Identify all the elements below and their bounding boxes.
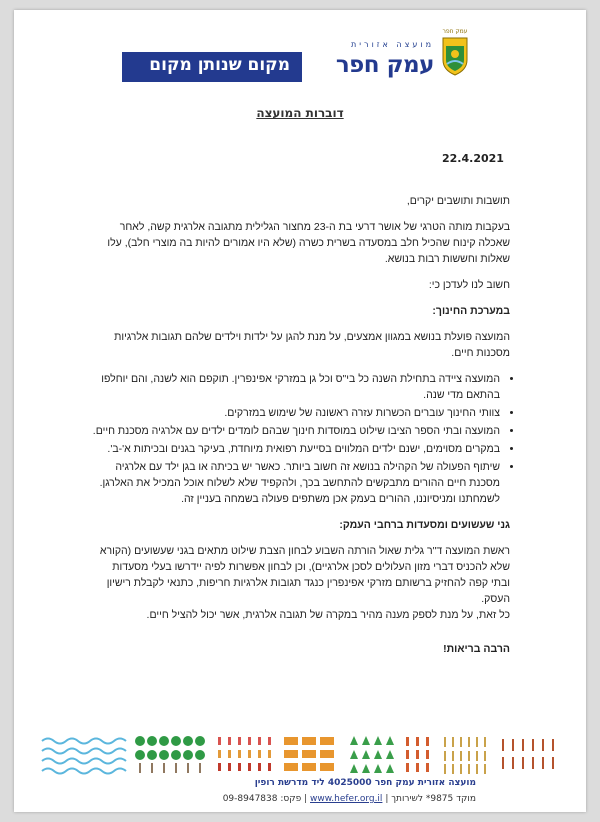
greeting: תושבות ותושבים יקרים, — [406, 195, 510, 207]
letter-date: 22.4.2021 — [442, 152, 504, 165]
playgrounds-heading: גני שעשועים ומסעדות ברחבי העמק: — [339, 519, 510, 531]
website-link[interactable]: www.hefer.org.il — [310, 794, 383, 804]
hotline-text: מוקד 9875* לשירותך | — [385, 794, 476, 804]
slogan-text: מקום שנותן מקום — [149, 55, 290, 75]
closing-line: כל זאת, על מנת לספק מענה מהיר במקרה של תגובה אלרגית, אשר יכול להציל חיים. — [146, 609, 510, 621]
list-item: • המועצה ציידה בתחילת השנה כל בי"ס וכל גן במזרקי אפינפרין. תוקפם הוא לשנה, והם יוחלפו בהתאם מדי שנה. — [92, 371, 500, 403]
signoff: הרבה בריאות! — [443, 643, 510, 655]
document-title: דוברות המועצה — [256, 106, 344, 120]
list-item: • המועצה ובתי הספר הציבו שילוט במוסדות חינוך שבהם לומדים ילדים עם אלרגיה מסכנת חיים. — [92, 423, 500, 439]
slogan-banner — [122, 52, 302, 82]
decorative-landscape-strip — [40, 733, 560, 775]
list-item: • צוותי החינוך עוברים הכשרות עזרה ראשונה של שימוש במזרקים. — [92, 405, 500, 421]
emblem-caption: עמק חפר — [442, 28, 468, 35]
playgrounds-paragraph: ראשת המועצה ד"ר גלית שאול הורתה השבוע לבחון הצבת שילוט מתאים בגני שעשועים (הקורא שלא להכניס דברי מזון העלולים לסכן אלרגיים), וכן לבחון אפשרות לפיה יידרשו בעלי מסעדות ובתי קפה להחזיק ברשותם מזרקי אפינפרין כנגד תגובות אלרגיות חריפות, כתנאי לקבלת רישיון העסק. — [99, 545, 510, 605]
council-emblem-icon — [441, 36, 469, 76]
education-bullet-list — [92, 371, 510, 507]
education-heading: במערכת החינוך: — [432, 305, 510, 317]
council-type-label: מועצה אזורית — [351, 40, 434, 49]
list-item: • במקרים מסוימים, ישנם ילדים המלווים בסייעת רפואית מיוחדת, בעיקר בגנים ובכיתות א'-ב'. — [92, 441, 500, 457]
important-line: חשוב לנו לעדכן כי: — [428, 279, 510, 291]
footer-org-line: מועצה אזורית עמק חפר 4025000 ליד מדרשת רופין — [254, 778, 476, 788]
intro-paragraph: בעקבות מותה הטרגי של אושר דרעי בת ה-23 מחצור הגלילית מתגובה אלרגית קשה, לאחר שאכלה קינוח שהכיל חלב במסעדה בשרית כשרה (שלא היו אמורים להיות בה מוצרי חלב), עלו שאלות וחששות רבות בנושא. — [107, 221, 510, 265]
education-intro: המועצה פועלת בנושא במגוון אמצעים, על מנת להגן על ילדות וילדים שלהם תגובות אלרגיות מסכנות חיים. — [114, 331, 510, 359]
brand-banner — [302, 52, 434, 82]
fax-text: | פקס: 09-8947838 — [222, 794, 308, 804]
list-item: • שיתוף הפעולה של הקהילה בנושא זה חשוב ביותר. כאשר יש בכיתה או בגן ילד עם אלרגיה מסכנת חיים ההורים מתבקשים להתחשב בכך, ולהקפיד שלא לשלוח אוכל המכיל את האלרגן. לשמחתנו ומניסיוננו, ההורים בעמק אכן משתפים פעולה בשמחה בעניין זה. — [92, 459, 500, 507]
footer-contact-line — [106, 794, 476, 804]
brand-name: עמק חפר — [335, 52, 434, 78]
letter-page — [14, 10, 586, 812]
letter-body — [92, 193, 510, 667]
